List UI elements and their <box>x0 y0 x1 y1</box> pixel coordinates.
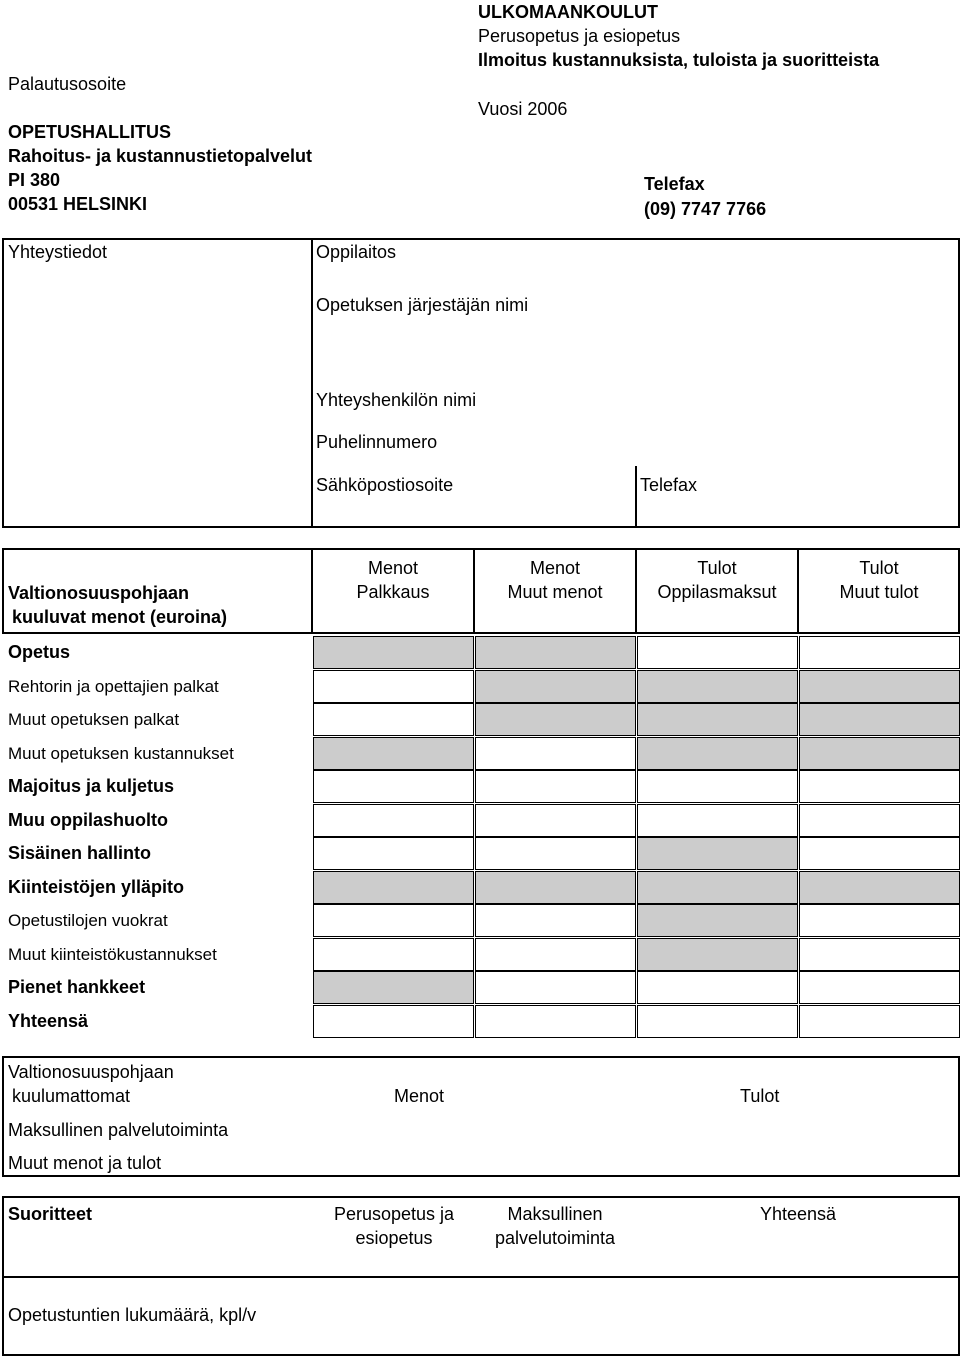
cost-row-label: Muut kiinteistökustannukset <box>8 945 217 964</box>
school-field[interactable]: Oppilaitos <box>316 242 397 262</box>
cost-row-label: Opetustilojen vuokrat <box>8 911 168 930</box>
fax-label: Telefax <box>644 174 705 194</box>
contact-divider <box>311 238 313 528</box>
form-main-title: ULKOMAANKOULUT <box>478 2 658 22</box>
cost-cell <box>475 670 636 703</box>
cost-cell[interactable] <box>475 804 636 837</box>
cost-cell <box>637 670 798 703</box>
recipient-unit: Rahoitus- ja kustannustietopalvelut <box>8 146 313 166</box>
cost-cell[interactable] <box>637 1005 798 1038</box>
phone-field[interactable]: Puhelinnumero <box>316 432 438 452</box>
cost-row-label: Majoitus ja kuljetus <box>8 776 175 796</box>
return-address-label: Palautusosoite <box>8 74 127 94</box>
cost-cell <box>475 871 636 904</box>
recipient-org: OPETUSHALLITUS <box>8 122 172 142</box>
cost-cell[interactable] <box>313 938 474 971</box>
outputs-title: Suoritteet <box>8 1204 93 1224</box>
other-title-line2: kuulumattomat <box>12 1086 131 1106</box>
cost-cell[interactable] <box>313 904 474 937</box>
cost-cell <box>637 938 798 971</box>
other-col-costs: Menot <box>394 1086 445 1106</box>
cost-cell[interactable] <box>313 670 474 703</box>
form-title: Ilmoitus kustannuksista, tuloista ja suoritteista <box>478 50 880 70</box>
cost-cell[interactable] <box>475 770 636 803</box>
col-header-other-costs: Menot Muut menot <box>507 558 603 602</box>
cost-row-label: Opetus <box>8 642 71 662</box>
cost-cell <box>799 737 960 770</box>
fax-field[interactable]: Telefax <box>640 475 698 495</box>
other-row-misc[interactable]: Muut menot ja tulot <box>8 1153 162 1173</box>
cost-cell[interactable] <box>799 971 960 1004</box>
cost-cell[interactable] <box>799 904 960 937</box>
cost-cell[interactable] <box>475 971 636 1004</box>
costs-table-title-line1: Valtionosuuspohjaan <box>8 583 190 603</box>
recipient-postal: 00531 HELSINKI <box>8 194 148 214</box>
cost-cell[interactable] <box>799 770 960 803</box>
cost-cell[interactable] <box>799 804 960 837</box>
cost-cell[interactable] <box>637 770 798 803</box>
cost-cell[interactable] <box>637 971 798 1004</box>
other-title-line1: Valtionosuuspohjaan <box>8 1062 174 1082</box>
cost-cell[interactable] <box>799 938 960 971</box>
fax-number: (09) 7747 7766 <box>644 199 767 219</box>
cost-cell <box>637 703 798 736</box>
cost-row-label: Sisäinen hallinto <box>8 843 152 863</box>
recipient-po-box: PI 380 <box>8 170 61 190</box>
cost-cell[interactable] <box>475 1005 636 1038</box>
cost-cell[interactable] <box>313 804 474 837</box>
cost-row-label: Muut opetuksen palkat <box>8 710 180 729</box>
col-header-salaries: Menot Palkkaus <box>356 558 430 602</box>
organizer-field[interactable]: Opetuksen järjestäjän nimi <box>316 295 529 315</box>
cost-cell[interactable] <box>475 938 636 971</box>
form-subtitle: Perusopetus ja esiopetus <box>478 26 681 46</box>
outputs-col-paid-services: Maksullinen palvelutoiminta <box>494 1204 616 1248</box>
cost-cell <box>313 636 474 669</box>
cost-row-label: Kiinteistöjen ylläpito <box>8 877 185 897</box>
cost-cell[interactable] <box>475 837 636 870</box>
cost-cell[interactable] <box>313 1005 474 1038</box>
col-header-other-income: Tulot Muut tulot <box>839 558 919 602</box>
cost-cell <box>313 871 474 904</box>
cost-cell <box>313 971 474 1004</box>
cost-cell <box>637 737 798 770</box>
costs-table-title-line2: kuuluvat menot (euroina) <box>12 607 228 627</box>
cost-row-label: Muu oppilashuolto <box>8 810 168 830</box>
cost-cell <box>637 837 798 870</box>
outputs-col-total: Yhteensä <box>759 1204 837 1224</box>
cost-cell <box>799 670 960 703</box>
cost-cell[interactable] <box>475 737 636 770</box>
cost-row-label: Muut opetuksen kustannukset <box>8 744 234 763</box>
cost-cell[interactable] <box>799 636 960 669</box>
cost-row-label: Yhteensä <box>8 1011 89 1031</box>
contact-section-label: Yhteystiedot <box>8 242 108 262</box>
cost-cell <box>475 703 636 736</box>
other-col-income: Tulot <box>740 1086 780 1106</box>
cost-cell <box>313 737 474 770</box>
cost-cell[interactable] <box>475 904 636 937</box>
cost-cell[interactable] <box>799 837 960 870</box>
cost-cell[interactable] <box>637 804 798 837</box>
form-year: Vuosi 2006 <box>478 99 568 119</box>
contact-section <box>2 238 960 528</box>
cost-cell[interactable] <box>637 636 798 669</box>
cost-cell[interactable] <box>799 1005 960 1038</box>
contact-person-field[interactable]: Yhteyshenkilön nimi <box>316 390 477 410</box>
outputs-row-teaching-hours[interactable]: Opetustuntien lukumäärä, kpl/v <box>8 1305 257 1325</box>
cost-row-label: Pienet hankkeet <box>8 977 146 997</box>
cost-cell <box>637 871 798 904</box>
col-header-student-fees: Tulot Oppilasmaksut <box>657 558 777 602</box>
cost-row-label: Rehtorin ja opettajien palkat <box>8 677 219 696</box>
cost-cell <box>637 904 798 937</box>
outputs-col-basic-education: Perusopetus ja esiopetus <box>333 1204 455 1248</box>
other-row-paid-services[interactable]: Maksullinen palvelutoiminta <box>8 1120 229 1140</box>
cost-cell <box>799 703 960 736</box>
cost-cell <box>475 636 636 669</box>
cost-cell[interactable] <box>313 770 474 803</box>
cost-cell[interactable] <box>313 837 474 870</box>
email-field[interactable]: Sähköpostiosoite <box>316 475 454 495</box>
cost-cell <box>799 871 960 904</box>
contact-email-fax-divider <box>635 466 637 528</box>
cost-cell[interactable] <box>313 703 474 736</box>
